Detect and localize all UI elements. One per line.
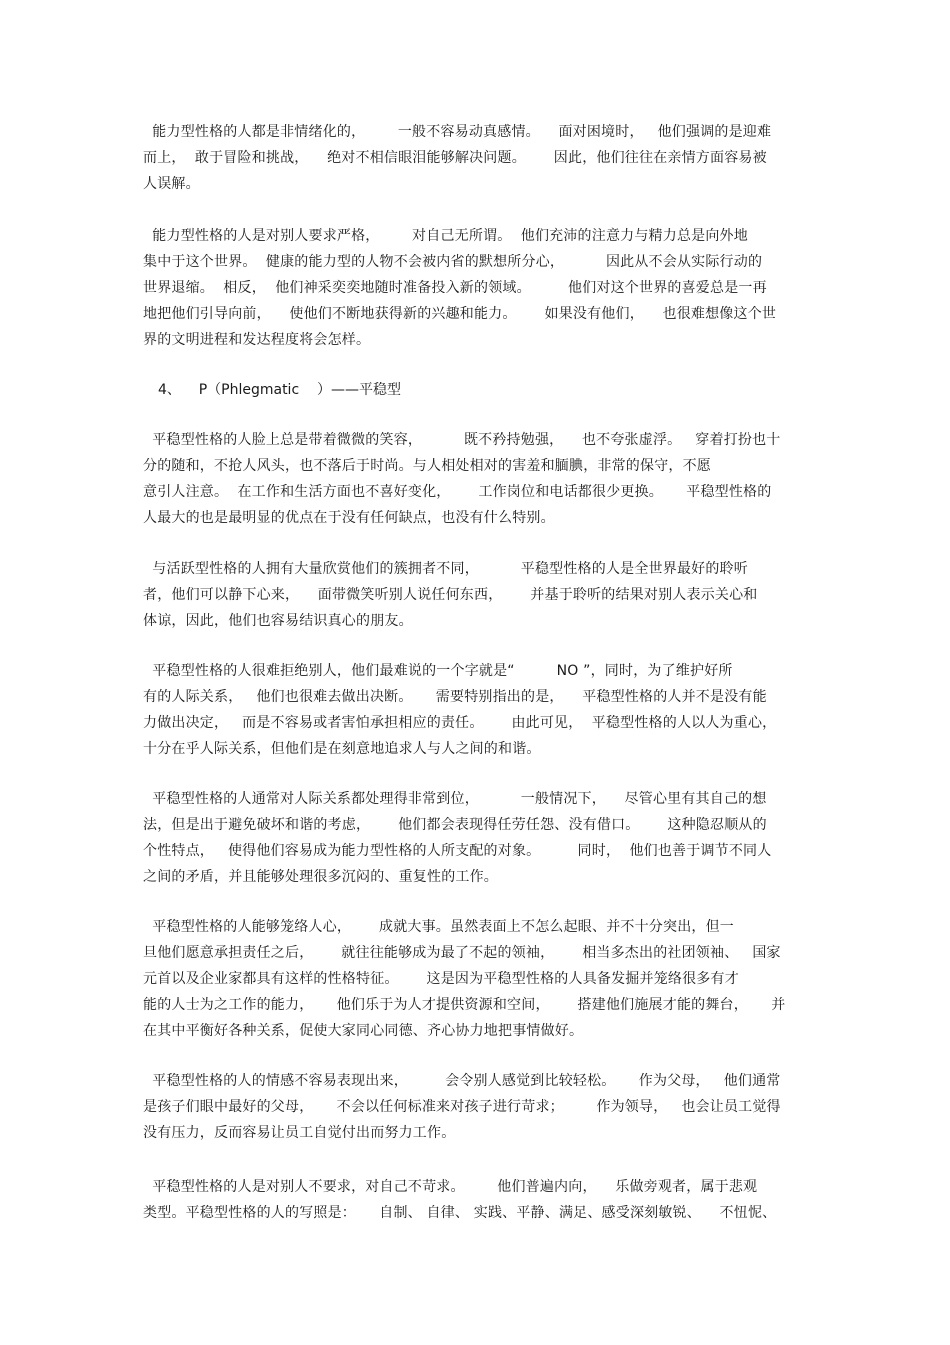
section-heading: 4、 P（Phlegmatic ）——平稳型 (158, 382, 401, 398)
text-line: 分的随和，不抢人风头，也不落后于时尚。与人相处相对的害羞和腼腆，非常的保守，不愿 (143, 458, 711, 474)
text-line: 平稳型性格的人的情感不容易表现出来， 会令别人感觉到比较轻松。 作为父母， 他们通常 (143, 1073, 781, 1089)
text-line: 十分在乎人际关系，但他们是在刻意地追求人与人之间的和谐。 (143, 741, 541, 757)
paragraph-6 (143, 786, 823, 890)
text-line: 个性特点， 使得他们容易成为能力型性格的人所支配的对象。 同时， 他们也善于调节不同人 (143, 843, 772, 859)
text-line: 之间的矛盾，并且能够处理很多沉闷的、重复性的工作。 (143, 869, 498, 885)
text-line: 有的人际关系， 他们也很难去做出决断。 需要特别指出的是， 平稳型性格的人并不是没有能 (143, 689, 767, 705)
text-line: 元首以及企业家都具有这样的性格特征。 这是因为平稳型性格的人具备发掘并笼络很多有才 (143, 971, 739, 987)
text-line: 意引人注意。 在工作和生活方面也不喜好变化， 工作岗位和电话都很少更换。 平稳型性格的 (143, 484, 772, 500)
text-line: 类型。平稳型性格的人的写照是： 自制、 自律、 实践、平静、满足、感受深刻敏锐、 不忸怩、 (143, 1205, 777, 1221)
paragraph-8 (143, 1068, 823, 1146)
text-line: 没有压力，反而容易让员工自觉付出而努力工作。 (143, 1125, 456, 1141)
text-line: 者，他们可以静下心来， 面带微笑听别人说任何东西， 并基于聆听的结果对别人表示关心和 (143, 587, 758, 603)
text-line: 体谅，因此，他们也容易结识真心的朋友。 (143, 613, 413, 629)
text-line: 世界退缩。 相反， 他们神采奕奕地随时准备投入新的领域。 他们对这个世界的喜爱总是一再 (143, 280, 767, 296)
paragraph-2 (143, 223, 823, 353)
text-line: 地把他们引导向前， 使他们不断地获得新的兴趣和能力。 如果没有他们， 也很难想像这个世 (143, 306, 777, 322)
text-line: 界的文明进程和发达程度将会怎样。 (143, 332, 371, 348)
text-line: 是孩子们眼中最好的父母， 不会以任何标准来对孩子进行苛求； 作为领导， 也会让员工觉得 (143, 1099, 781, 1115)
text-line: 与活跃型性格的人拥有大量欣赏他们的簇拥者不同， 平稳型性格的人是全世界最好的聆听 (143, 561, 748, 577)
text-line: 在其中平衡好各种关系，促使大家同心同德、齐心协力地把事情做好。 (143, 1023, 584, 1039)
text-line: 能的人士为之工作的能力， 他们乐于为人才提供资源和空间， 搭建他们施展才能的舞台， 并 (143, 997, 786, 1013)
paragraph-4 (143, 556, 823, 634)
text-line: 能力型性格的人是对别人要求严格， 对自己无所谓。 他们充沛的注意力与精力总是向外地 (143, 228, 748, 244)
paragraph-9 (143, 1174, 823, 1226)
text-line: 力做出决定， 而是不容易或者害怕承担相应的责任。 由此可见， 平稳型性格的人以人为重心， (143, 715, 777, 731)
text-line: 平稳型性格的人是对别人不要求，对自己不苛求。 他们普遍内向， 乐做旁观者，属于悲观 (143, 1179, 758, 1195)
text-line: 平稳型性格的人脸上总是带着微微的笑容， 既不矜持勉强， 也不夸张虚浮。 穿着打扮也十 (143, 432, 781, 448)
paragraph-1 (143, 119, 823, 197)
text-line: 平稳型性格的人很难拒绝别人，他们最难说的一个字就是“ NO ”，同时，为了维护好所 (143, 663, 733, 679)
paragraph-7 (143, 914, 823, 1044)
paragraph-3 (143, 427, 823, 531)
paragraph-5 (143, 658, 823, 762)
text-line: 能力型性格的人都是非情绪化的， 一般不容易动真感情。 面对困境时， 他们强调的是迎难 (143, 124, 772, 140)
text-line: 旦他们愿意承担责任之后， 就往往能够成为最了不起的领袖， 相当多杰出的社团领袖、 国家 (143, 945, 781, 961)
text-line: 人误解。 (143, 176, 200, 192)
text-line: 法，但是出于避免破坏和谐的考虑， 他们都会表现得任劳任怨、没有借口。 这种隐忍顺从的 (143, 817, 767, 833)
text-line: 人最大的也是最明显的优点在于没有任何缺点，也没有什么特别。 (143, 510, 555, 526)
text-line: 集中于这个世界。 健康的能力型的人物不会被内省的默想所分心， 因此从不会从实际行动的 (143, 254, 763, 270)
text-line: 而上， 敢于冒险和挑战， 绝对不相信眼泪能够解决问题。 因此，他们往往在亲情方面容易被 (143, 150, 767, 166)
text-line: 平稳型性格的人能够笼络人心， 成就大事。虽然表面上不怎么起眼、并不十分突出，但一 (143, 919, 734, 935)
text-line: 平稳型性格的人通常对人际关系都处理得非常到位， 一般情况下， 尽管心里有其自己的想 (143, 791, 767, 807)
